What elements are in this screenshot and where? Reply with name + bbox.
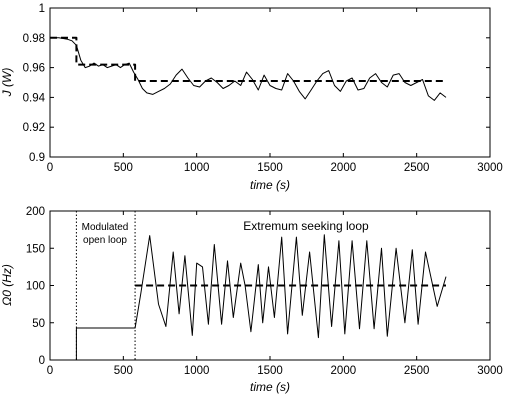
y-axis-label: J (W) — [0, 67, 14, 97]
y-tick-label: 50 — [32, 317, 45, 330]
x-tick-label: 1500 — [257, 162, 283, 174]
x-tick-label: 3000 — [477, 365, 503, 377]
x-tick-label: 2500 — [403, 365, 430, 377]
panel-top — [0, 3, 503, 192]
series-solid-line — [50, 38, 446, 101]
x-tick-label: 0 — [46, 365, 54, 377]
y-tick-label: 0.98 — [22, 32, 45, 45]
x-tick-label: 0 — [46, 162, 54, 174]
y-tick-label: 0 — [38, 355, 45, 367]
x-axis-label: time (s) — [250, 380, 290, 394]
x-tick-label: 500 — [113, 162, 133, 174]
annotation-open-loop: open loop — [83, 235, 127, 246]
y-tick-label: 200 — [25, 206, 45, 218]
x-tick-label: 500 — [113, 365, 133, 377]
x-tick-label: 1000 — [183, 365, 210, 377]
panel-bottom — [0, 206, 503, 394]
annotation-modulated: Modulated — [81, 222, 129, 233]
series-group — [76, 235, 446, 360]
x-axis-label: time (s) — [250, 178, 290, 192]
y-tick-label: 150 — [25, 243, 45, 256]
x-tick-label: 2000 — [330, 162, 357, 174]
annotation-extremum-seeking: Extremum seeking loop — [243, 219, 369, 233]
y-tick-label: 0.9 — [29, 152, 45, 164]
x-tick-label: 2500 — [403, 162, 430, 174]
x-tick-label: 1500 — [257, 365, 283, 377]
y-tick-label: 0.94 — [22, 92, 45, 105]
y-tick-label: 0.96 — [22, 62, 45, 75]
x-tick-label: 2000 — [330, 365, 357, 377]
ticks — [23, 3, 503, 174]
series-solid-line — [76, 235, 446, 360]
y-tick-label: 1 — [38, 3, 45, 15]
x-tick-label: 3000 — [477, 162, 503, 174]
series-group — [50, 38, 446, 101]
y-tick-label: 0.92 — [22, 122, 45, 135]
y-axis-label: Ω0 (Hz) — [0, 264, 14, 306]
phase-markers — [76, 211, 135, 360]
x-tick-label: 1000 — [183, 162, 210, 174]
y-tick-label: 100 — [25, 280, 45, 293]
